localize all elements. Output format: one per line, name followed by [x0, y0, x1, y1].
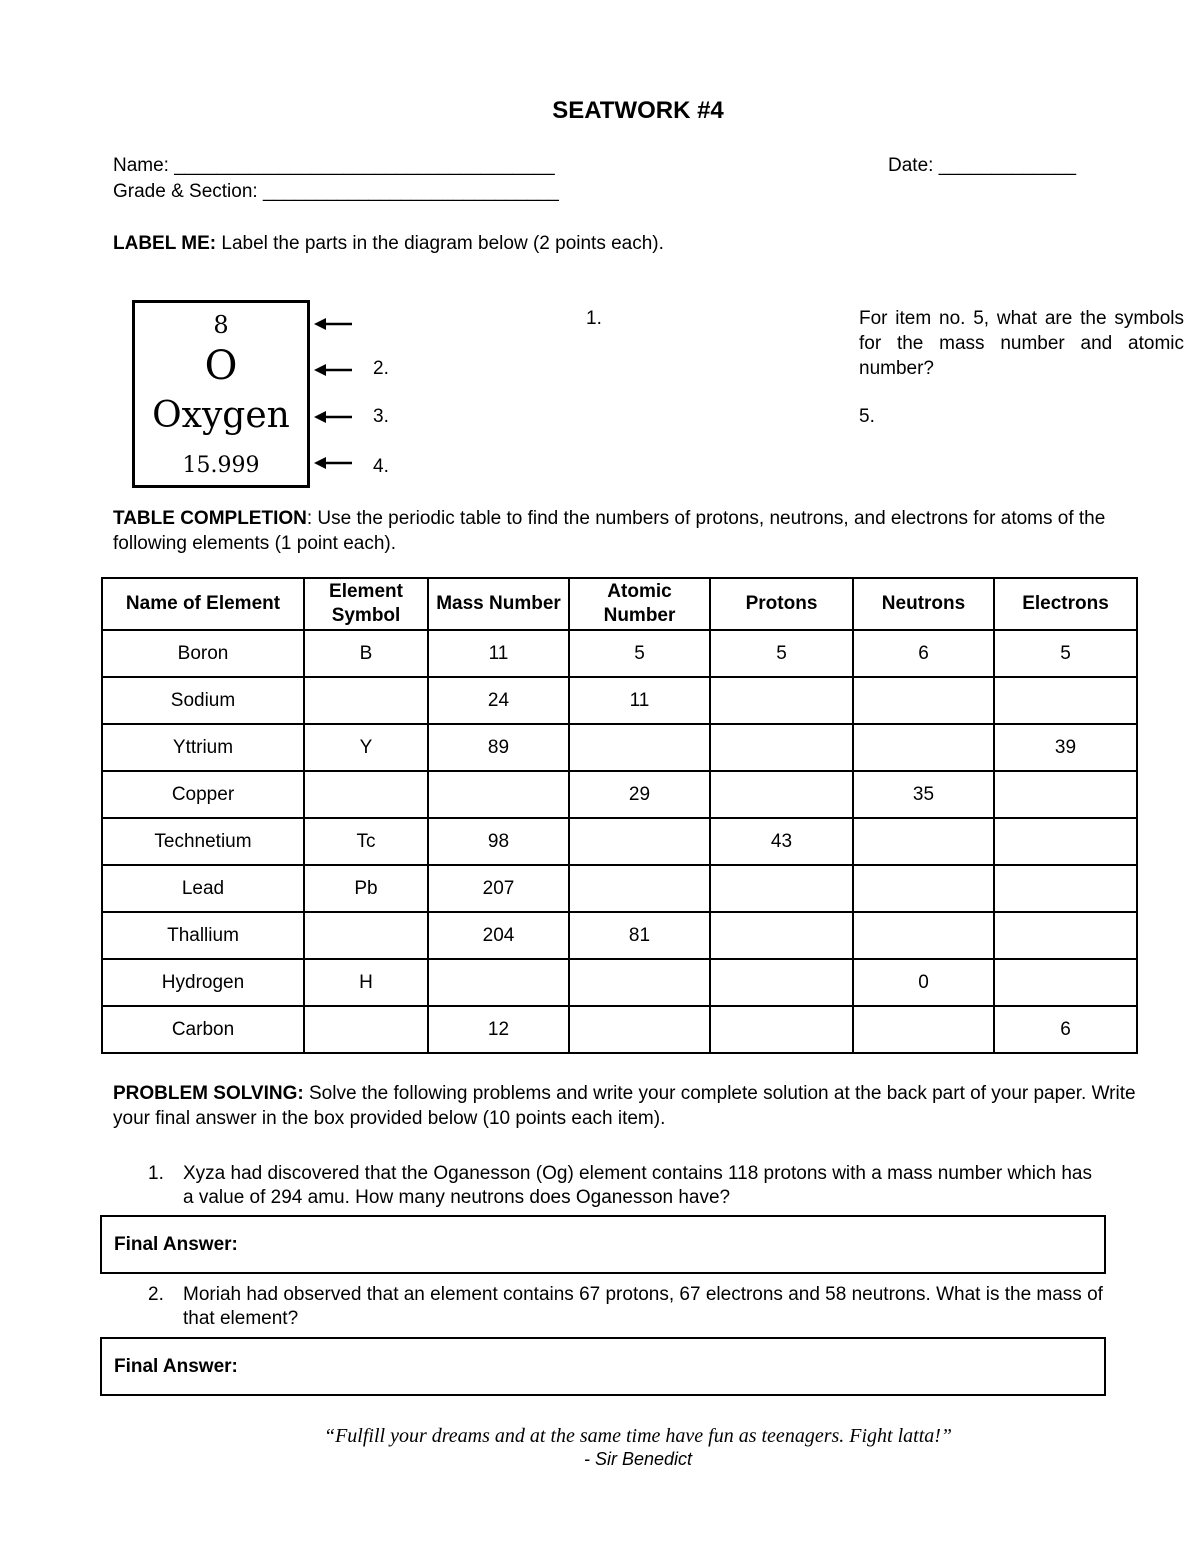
table-cell[interactable] [569, 1006, 710, 1053]
table-cell[interactable] [853, 724, 994, 771]
table-cell[interactable] [569, 865, 710, 912]
table-row [102, 818, 1137, 865]
table-cell[interactable] [428, 959, 569, 1006]
table-cell[interactable] [994, 677, 1137, 724]
table-row [102, 724, 1137, 771]
table-cell: 81 [569, 912, 710, 959]
table-cell: Lead [102, 865, 304, 912]
column-header: Atomic Number [569, 578, 710, 630]
column-header: Element Symbol [304, 578, 428, 630]
element-atomic-number: 8 [213, 311, 229, 339]
table-cell: 6 [994, 1006, 1137, 1053]
table-cell: 29 [569, 771, 710, 818]
table-cell: Tc [304, 818, 428, 865]
table-cell[interactable] [710, 1006, 853, 1053]
table-cell: 89 [428, 724, 569, 771]
column-header: Neutrons [853, 578, 994, 630]
table-cell: Y [304, 724, 428, 771]
table-header-row [102, 578, 1137, 630]
table-cell[interactable] [304, 771, 428, 818]
table-row [102, 912, 1137, 959]
table-row [102, 630, 1137, 677]
table-cell[interactable] [304, 1006, 428, 1053]
element-symbol: O [204, 343, 238, 389]
problem-number: 1. [148, 1163, 164, 1184]
label-me-instructions [113, 233, 664, 255]
table-cell: 39 [994, 724, 1137, 771]
table-cell[interactable] [304, 912, 428, 959]
element-tile-diagram [132, 300, 310, 488]
label-item-1: 1. [586, 308, 602, 329]
table-cell[interactable] [304, 677, 428, 724]
problem-solving-instruction-text: Solve the following problems and write your complete solution at the back part of your paper. Write your final answer in the box provided below (10 points each item). [113, 1083, 1136, 1129]
column-header: Mass Number [428, 578, 569, 630]
table-cell: 204 [428, 912, 569, 959]
label-item-5: 5. [859, 406, 875, 427]
date-field[interactable]: Date: _____________ [888, 155, 1077, 176]
table-cell[interactable] [853, 818, 994, 865]
arrow-left-icon [314, 318, 352, 330]
table-completion-instructions [113, 506, 1153, 556]
page-title: SEATWORK #4 [552, 97, 724, 124]
label-item-2: 2. [373, 358, 389, 379]
final-answer-box-2[interactable] [100, 1337, 1106, 1396]
arrow-left-icon [314, 364, 352, 376]
table-cell[interactable] [428, 771, 569, 818]
problem-solving-instructions [113, 1081, 1158, 1131]
table-cell: 43 [710, 818, 853, 865]
table-cell[interactable] [710, 677, 853, 724]
table-cell[interactable] [710, 771, 853, 818]
table-cell[interactable] [569, 818, 710, 865]
table-cell[interactable] [994, 771, 1137, 818]
table-cell: Carbon [102, 1006, 304, 1053]
final-answer-label: Final Answer: [114, 1234, 238, 1255]
table-cell: H [304, 959, 428, 1006]
table-cell: Thallium [102, 912, 304, 959]
table-cell: 5 [994, 630, 1137, 677]
element-atomic-mass: 15.999 [182, 453, 260, 478]
table-cell[interactable] [994, 818, 1137, 865]
table-row [102, 865, 1137, 912]
table-cell: 5 [569, 630, 710, 677]
table-cell[interactable] [710, 959, 853, 1006]
table-cell: Sodium [102, 677, 304, 724]
table-row [102, 771, 1137, 818]
table-cell: Pb [304, 865, 428, 912]
column-header: Electrons [994, 578, 1137, 630]
table-cell: Hydrogen [102, 959, 304, 1006]
table-cell[interactable] [710, 724, 853, 771]
grade-section-field[interactable]: Grade & Section: ____________________________ [113, 181, 559, 202]
table-cell: 12 [428, 1006, 569, 1053]
table-cell[interactable] [853, 912, 994, 959]
table-completion-heading: TABLE COMPLETION [113, 508, 307, 529]
table-cell[interactable] [853, 865, 994, 912]
problem-text: Moriah had observed that an element contains 67 protons, 67 electrons and 58 neutrons. What is the mass of that element? [183, 1284, 1103, 1329]
table-cell: Boron [102, 630, 304, 677]
table-cell[interactable] [994, 912, 1137, 959]
table-cell: 5 [710, 630, 853, 677]
item-5-question: For item no. 5, what are the symbols for the mass number and atomic number? [859, 308, 1184, 379]
problem-text: Xyza had discovered that the Oganesson (Og) element contains 118 protons with a mass number which has a value of 294 amu. How many neutrons does Oganesson have? [183, 1163, 1092, 1208]
table-cell[interactable] [710, 912, 853, 959]
table-cell: 207 [428, 865, 569, 912]
name-field[interactable]: Name: ____________________________________ [113, 155, 555, 176]
problem-solving-heading: PROBLEM SOLVING: [113, 1083, 304, 1104]
arrows-diagram [312, 310, 354, 475]
label-item-3: 3. [373, 406, 389, 427]
table-cell[interactable] [710, 865, 853, 912]
table-cell: 0 [853, 959, 994, 1006]
arrow-left-icon [314, 457, 352, 469]
column-header: Name of Element [102, 578, 304, 630]
table-cell[interactable] [853, 677, 994, 724]
final-answer-label: Final Answer: [114, 1356, 238, 1377]
table-completion-instruction-text: : Use the periodic table to find the numbers of protons, neutrons, and electrons for atoms of the following elements (1 point each). [113, 508, 1106, 554]
problem-number: 2. [148, 1284, 164, 1305]
table-cell: 24 [428, 677, 569, 724]
table-cell: 98 [428, 818, 569, 865]
label-me-heading: LABEL ME: [113, 233, 217, 254]
final-answer-box-1[interactable] [100, 1215, 1106, 1274]
table-row [102, 1006, 1137, 1053]
arrow-left-icon [314, 411, 352, 423]
table-cell[interactable] [853, 1006, 994, 1053]
footer-signature: - Sir Benedict [583, 1449, 693, 1469]
label-item-4: 4. [373, 456, 389, 477]
label-me-instruction-text: Label the parts in the diagram below (2 points each). [216, 233, 664, 254]
table-cell: 11 [428, 630, 569, 677]
table-cell[interactable] [994, 865, 1137, 912]
table-cell: Technetium [102, 818, 304, 865]
element-table [101, 577, 1138, 1054]
element-name: Oxygen [152, 395, 290, 436]
table-row [102, 959, 1137, 1006]
table-cell: 11 [569, 677, 710, 724]
table-row [102, 677, 1137, 724]
table-cell: Copper [102, 771, 304, 818]
table-cell: B [304, 630, 428, 677]
column-header: Protons [710, 578, 853, 630]
footer-quote: “Fulfill your dreams and at the same time have fun as teenagers. Fight latta!” [323, 1425, 953, 1447]
table-cell: 6 [853, 630, 994, 677]
problem-2 [148, 1283, 1108, 1331]
problem-1 [148, 1162, 1108, 1210]
table-cell: Yttrium [102, 724, 304, 771]
table-cell[interactable] [569, 724, 710, 771]
table-cell[interactable] [994, 959, 1137, 1006]
table-cell[interactable] [569, 959, 710, 1006]
table-cell: 35 [853, 771, 994, 818]
